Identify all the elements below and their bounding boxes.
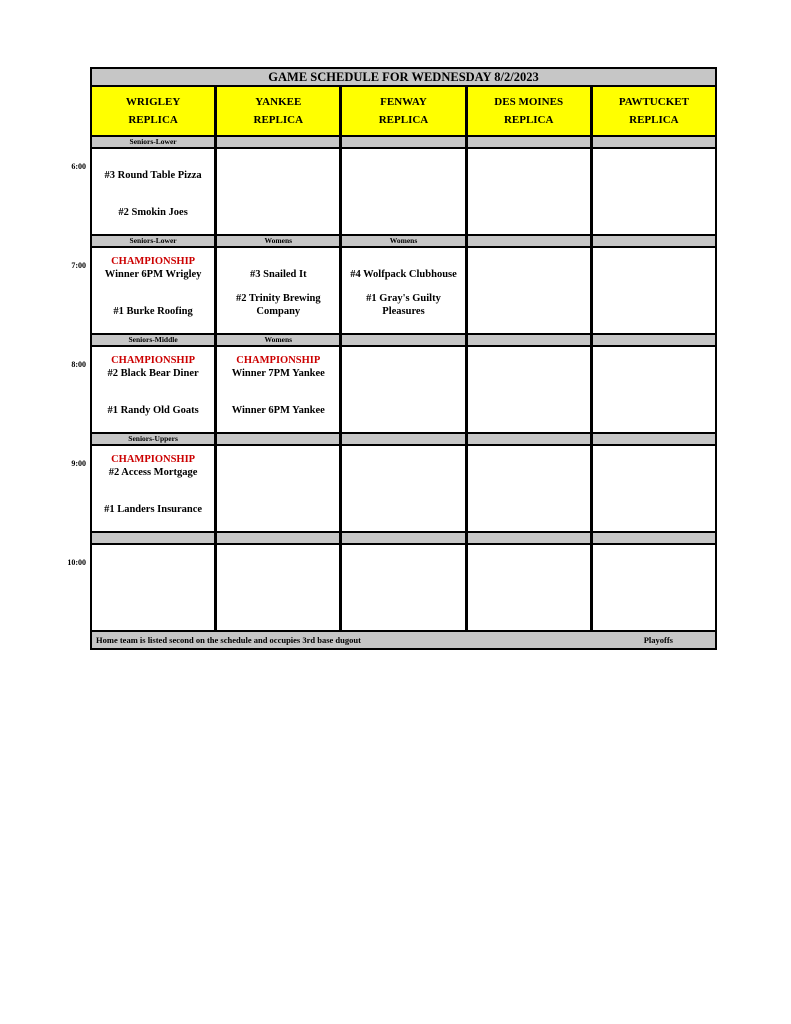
time-slot-row	[67, 545, 715, 630]
time-slot-row	[71, 248, 715, 333]
footer-bar	[92, 632, 715, 648]
home-team: #1 Randy Old Goats	[107, 405, 199, 416]
field-type: REPLICA	[253, 114, 304, 126]
field-name: YANKEE	[255, 96, 302, 108]
home-team: #2 Smokin Joes	[118, 207, 188, 218]
division-bar: Seniors-Middle	[92, 335, 214, 345]
division-bar	[342, 533, 464, 543]
division-bar	[217, 533, 339, 543]
game-cell	[593, 545, 715, 630]
game-cell	[593, 248, 715, 333]
game-cell	[342, 149, 464, 234]
home-team: #1 Burke Roofing	[113, 306, 193, 317]
field-name: PAWTUCKET	[618, 96, 689, 108]
field-header-row	[92, 87, 715, 135]
division-bar	[217, 137, 339, 147]
field-column-header	[217, 87, 339, 135]
away-team: #4 Wolfpack Clubhouse	[350, 269, 457, 280]
division-bar	[92, 533, 214, 543]
game-cell	[217, 545, 339, 630]
division-bar: Seniors-Lower	[92, 236, 214, 246]
championship-label: CHAMPIONSHIP	[111, 355, 196, 366]
division-bar: Womens	[217, 236, 339, 246]
away-team: #2 Access Mortgage	[108, 467, 198, 478]
championship-label: CHAMPIONSHIP	[111, 454, 196, 465]
division-bar: Womens	[342, 236, 464, 246]
game-cell	[92, 149, 214, 234]
division-bar	[342, 335, 464, 345]
field-type: REPLICA	[378, 114, 429, 126]
division-bar-row	[92, 236, 715, 246]
division-bar: Seniors-Lower	[92, 137, 214, 147]
away-team: #2 Black Bear Diner	[107, 368, 199, 379]
game-cell	[468, 347, 590, 432]
game-cell	[342, 248, 464, 333]
division-bar	[468, 335, 590, 345]
time-slot-row	[71, 149, 715, 234]
playoffs-label: Playoffs	[643, 635, 673, 645]
schedule-title: GAME SCHEDULE FOR WEDNESDAY 8/2/2023	[92, 69, 715, 85]
division-bar	[593, 533, 715, 543]
game-cell	[342, 347, 464, 432]
division-bar	[593, 137, 715, 147]
division-bar	[468, 533, 590, 543]
division-bar-row	[92, 335, 715, 345]
division-bar	[468, 236, 590, 246]
division-bar-row	[92, 137, 715, 147]
game-cell	[217, 347, 339, 432]
field-name: WRIGLEY	[125, 96, 181, 108]
division-bar: Womens	[217, 335, 339, 345]
field-type: REPLICA	[629, 114, 679, 126]
time-label: 8:00	[71, 360, 86, 369]
home-team: Winner 6PM Yankee	[231, 405, 325, 416]
game-cell	[217, 149, 339, 234]
division-bar	[342, 434, 464, 444]
time-label: 6:00	[71, 162, 86, 171]
division-bar	[593, 434, 715, 444]
division-bar	[593, 236, 715, 246]
time-label: 10:00	[67, 558, 86, 567]
away-team: #3 Snailed It	[249, 269, 307, 280]
championship-label: CHAMPIONSHIP	[236, 355, 321, 366]
field-column-header	[92, 87, 214, 135]
field-name: FENWAY	[380, 96, 427, 108]
game-cell	[342, 545, 464, 630]
game-cell	[593, 446, 715, 531]
home-team: #2 Trinity Brewing Company	[235, 293, 321, 317]
schedule-table	[67, 67, 717, 650]
game-cell	[217, 446, 339, 531]
game-cell	[468, 446, 590, 531]
home-team: #1 Gray's Guilty Pleasures	[366, 293, 441, 317]
game-cell	[468, 545, 590, 630]
game-cell	[342, 446, 464, 531]
away-team: Winner 6PM Wrigley	[104, 269, 202, 280]
game-cell	[468, 149, 590, 234]
division-bar	[342, 137, 464, 147]
field-type: REPLICA	[503, 114, 554, 126]
field-name: DES MOINES	[494, 96, 564, 108]
game-cell	[92, 446, 214, 531]
division-bar	[468, 434, 590, 444]
division-bar: Seniors-Uppers	[92, 434, 214, 444]
time-label: 7:00	[71, 261, 86, 270]
game-cell	[92, 248, 214, 333]
field-column-header	[593, 87, 715, 135]
championship-label: CHAMPIONSHIP	[111, 256, 196, 267]
away-team: Winner 7PM Yankee	[231, 368, 325, 379]
division-bar	[593, 335, 715, 345]
game-cell	[593, 149, 715, 234]
division-bar	[468, 137, 590, 147]
time-label: 9:00	[71, 459, 86, 468]
footer-note: Home team is listed second on the schedule and occupies 3rd base dugout	[96, 635, 361, 645]
game-cell	[92, 545, 214, 630]
field-column-header	[342, 87, 464, 135]
division-bar	[217, 434, 339, 444]
game-cell	[593, 347, 715, 432]
division-bar-row	[92, 533, 715, 543]
home-team: #1 Landers Insurance	[104, 504, 203, 515]
game-cell	[468, 248, 590, 333]
game-cell	[92, 347, 214, 432]
away-team: #3 Round Table Pizza	[104, 170, 202, 181]
division-bar-row	[92, 434, 715, 444]
time-slot-row	[71, 347, 715, 432]
field-type: REPLICA	[128, 114, 178, 126]
game-cell	[217, 248, 339, 333]
field-column-header	[468, 87, 590, 135]
time-slot-row	[71, 446, 715, 531]
